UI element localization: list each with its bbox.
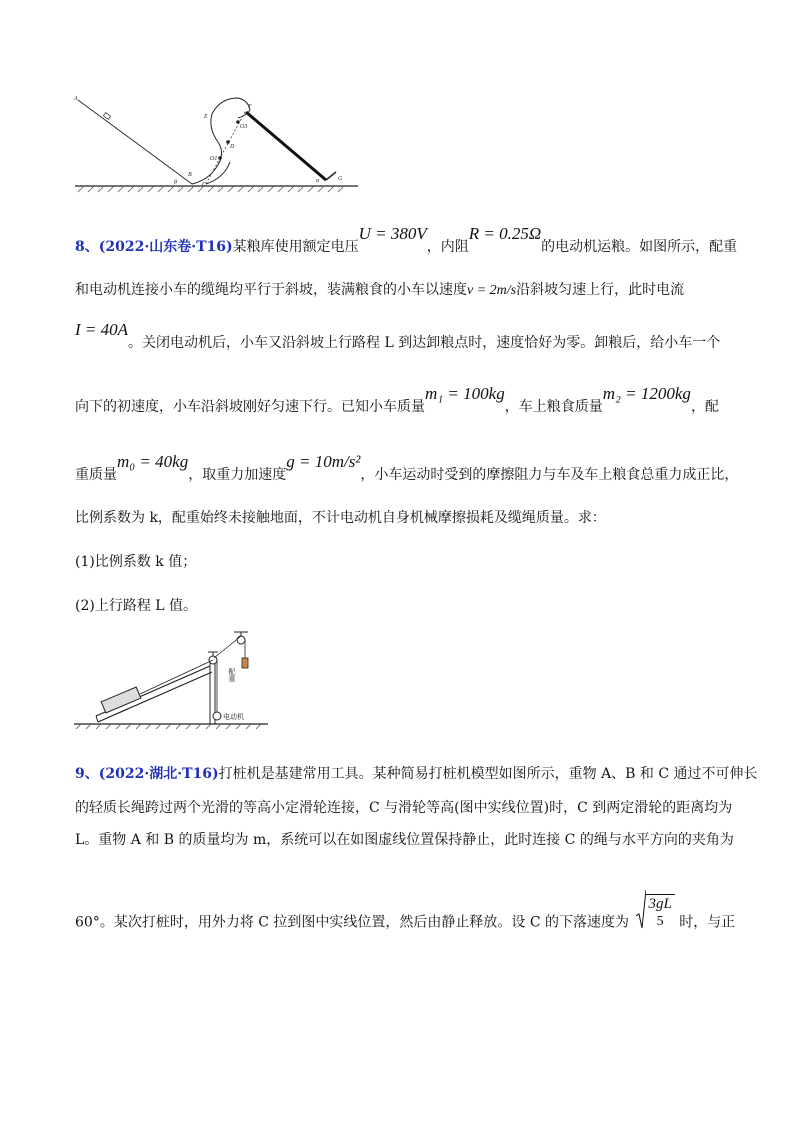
figure-incline-motor bbox=[72, 630, 272, 730]
q9-text-1: 打桩机是基建常用工具。某种简易打桩机模型如图所示，重物 A、B 和 C 通过不可伸长 bbox=[218, 766, 758, 782]
q9-line-4b: 时，与正 bbox=[679, 914, 736, 931]
q8-line-2 bbox=[75, 280, 684, 301]
q9-number: 9、 bbox=[75, 766, 99, 782]
q8-line-5a: 重质量 bbox=[75, 467, 117, 483]
q9-source: (2022·湖北·T16) bbox=[98, 766, 219, 782]
figure-track bbox=[70, 88, 360, 198]
q8-v: v = 2m/s bbox=[467, 283, 517, 298]
q9-line-4 bbox=[75, 896, 736, 941]
q8-source: (2022·山东卷·T16) bbox=[98, 239, 233, 255]
q9-line-1 bbox=[75, 764, 758, 784]
label-c: C bbox=[202, 182, 207, 188]
label-g: G bbox=[338, 176, 343, 182]
q8-line-1 bbox=[75, 224, 738, 257]
q9-sqrt bbox=[636, 894, 675, 931]
q8-line-5c: ，小车运动时受到的摩擦阻力与车及车上粮食总重力成正比， bbox=[360, 467, 739, 483]
q8-line-5 bbox=[75, 452, 739, 485]
label-o3: O3 bbox=[240, 124, 248, 130]
q8-line-2a: 和电动机连接小车的缆绳均平行于斜坡，装满粮食的小车以速度 bbox=[75, 282, 467, 298]
q8-number: 8、 bbox=[75, 239, 99, 255]
q8-line-5b: ，取重力加速度 bbox=[188, 467, 287, 483]
label-b: B bbox=[188, 172, 192, 178]
q8-line-4c: ，配 bbox=[690, 399, 719, 415]
q8-text-3: 的电动机运粮。如图所示，配重 bbox=[541, 239, 738, 255]
q9-line-4a: 60°。某次打桩时，用外力将 C 拉到图中实线位置，然后由静止释放。设 C 的下落速度为 bbox=[75, 914, 630, 931]
q8-line-4b: ，车上粮食质量 bbox=[504, 399, 603, 415]
q8-m0: m₀ = 40kg bbox=[117, 452, 189, 471]
label-theta: θ bbox=[174, 180, 177, 186]
q8-line-2b: 沿斜坡匀速上行，此时电流 bbox=[516, 282, 685, 298]
q8-line-4 bbox=[75, 384, 719, 417]
label-e: E bbox=[204, 114, 208, 120]
q9-line-3: L。重物 A 和 B 的质量均为 m，系统可以在如图虚线位置保持静止，此时连接 C 的绳与水平方向的夹角为 bbox=[75, 832, 734, 848]
q8-u: U = 380V bbox=[358, 224, 427, 243]
q8-m2: m₂ = 1200kg bbox=[602, 384, 691, 403]
q9-line-2: 的轻质长绳跨过两个光滑的等高小定滑轮连接，C 与滑轮等高(图中实线位置)时，C 到两定滑轮的距离均为 bbox=[75, 800, 733, 816]
motor-label: 电动机 bbox=[223, 713, 244, 721]
q8-g: g = 10m/s² bbox=[286, 452, 361, 471]
q8-line-3-text: 。关闭电动机后，小车又沿斜坡上行路程 L 到达卸粮点时，速度恰好为零。卸粮后，给小车一个 bbox=[128, 335, 721, 351]
q8-part-2: (2)上行路程 L 值。 bbox=[75, 598, 198, 614]
q8-line-6: 比例系数为 k，配重始终未接触地面，不计电动机自身机械摩擦损耗及缆绳质量。求： bbox=[75, 510, 606, 526]
q8-line-3 bbox=[75, 320, 721, 353]
q9-sqrt-numerator: 3gL bbox=[648, 896, 672, 912]
q9-sqrt-denominator: 5 bbox=[656, 914, 664, 929]
q8-text-2: ，内阻 bbox=[426, 239, 469, 255]
label-d: D bbox=[230, 144, 235, 150]
q8-part-1: (1)比例系数 k 值； bbox=[75, 554, 197, 570]
label-o1: O1 bbox=[210, 156, 218, 162]
q8-m1: m₁ = 100kg bbox=[425, 384, 505, 403]
label-a: A bbox=[74, 96, 78, 102]
radical-icon bbox=[636, 888, 646, 930]
q9-fraction bbox=[646, 894, 675, 931]
label-alpha: α bbox=[316, 178, 320, 184]
q8-line-4a: 向下的初速度，小车沿斜坡刚好匀速下行。已知小车质量 bbox=[75, 399, 425, 415]
counterweight-label: 配重 bbox=[228, 668, 236, 682]
q8-text-1: 某粮库使用额定电压 bbox=[232, 239, 359, 255]
label-f: F bbox=[248, 104, 252, 110]
q8-i: I = 40A bbox=[75, 320, 129, 339]
q8-r: R = 0.25Ω bbox=[468, 224, 542, 243]
